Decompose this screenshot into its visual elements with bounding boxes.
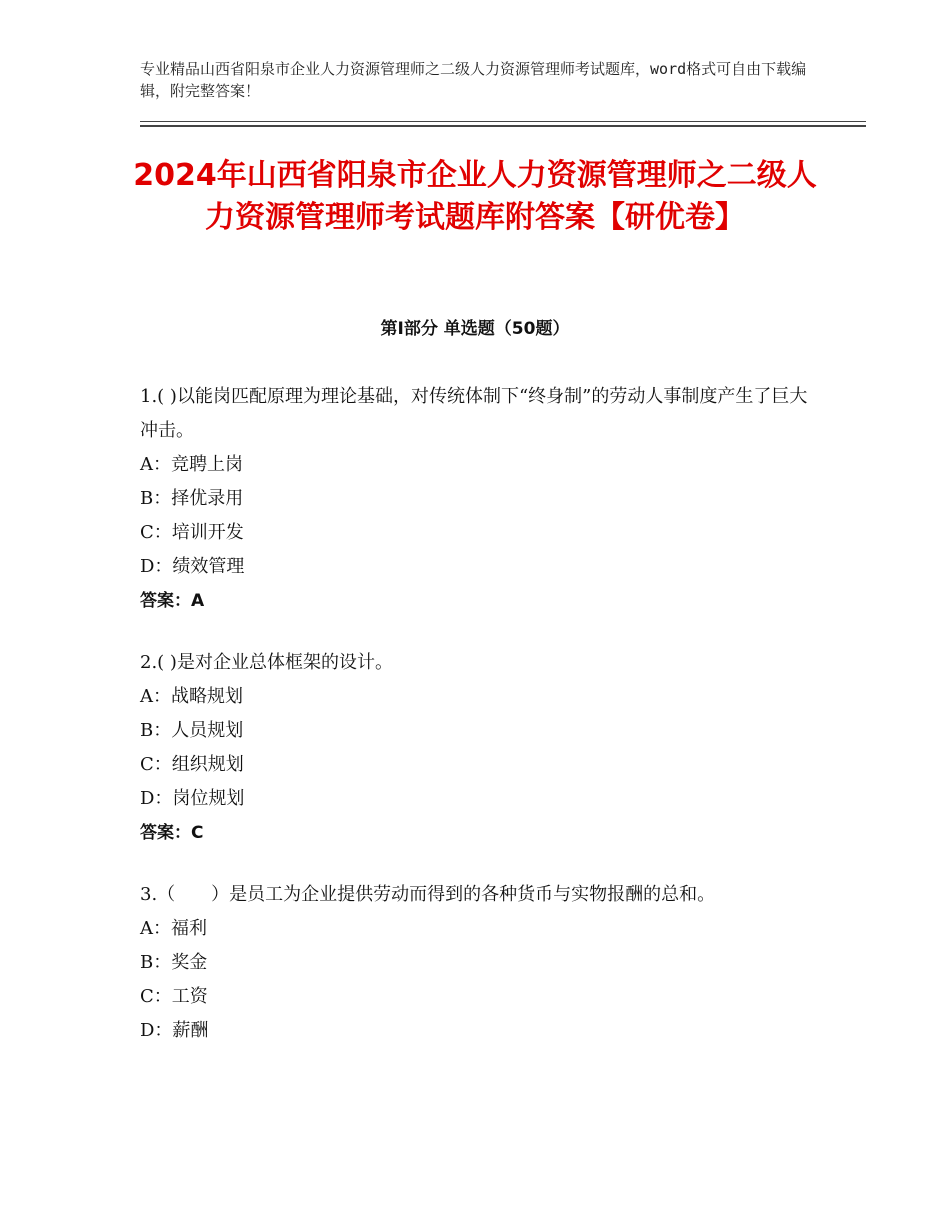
option-a: A：战略规划 — [140, 686, 243, 707]
header-note: 专业精品山西省阳泉市企业人力资源管理师之二级人力资源管理师考试题库，word格式可自由下载编辑，附完整答案！ — [140, 60, 807, 100]
section-heading: 第Ⅰ部分 单选题（50题） — [380, 319, 570, 339]
document-title: 2024年山西省阳泉市企业人力资源管理师之二级人力资源管理师考试题库附答案【研优卷】 — [133, 158, 817, 235]
option-b: B：择优录用 — [140, 488, 244, 509]
option-c: C：组织规划 — [140, 754, 244, 775]
question-stem: 1.( )以能岗匹配原理为理论基础，对传统体制下“终身制”的劳动人事制度产生了巨大冲击。 — [140, 386, 808, 441]
option-d: D：岗位规划 — [140, 788, 245, 809]
header-divider-thin — [140, 121, 866, 122]
question-3 — [140, 878, 820, 1048]
option-d: D：绩效管理 — [140, 556, 245, 577]
question-1 — [140, 380, 820, 618]
question-2 — [140, 646, 820, 850]
question-list — [140, 380, 820, 1076]
option-b: B：奖金 — [140, 952, 208, 973]
answer: 答案：C — [140, 823, 204, 843]
option-a: A：竞聘上岗 — [140, 454, 243, 475]
answer: 答案：A — [140, 591, 205, 611]
option-d: D：薪酬 — [140, 1020, 209, 1041]
question-stem: 2.( )是对企业总体框架的设计。 — [140, 652, 393, 673]
option-b: B：人员规划 — [140, 720, 244, 741]
option-c: C：工资 — [140, 986, 208, 1007]
option-a: A：福利 — [140, 918, 207, 939]
option-c: C：培训开发 — [140, 522, 244, 543]
question-stem: 3.（ ）是员工为企业提供劳动而得到的各种货币与实物报酬的总和。 — [140, 884, 716, 905]
header-divider-thick — [140, 125, 866, 127]
